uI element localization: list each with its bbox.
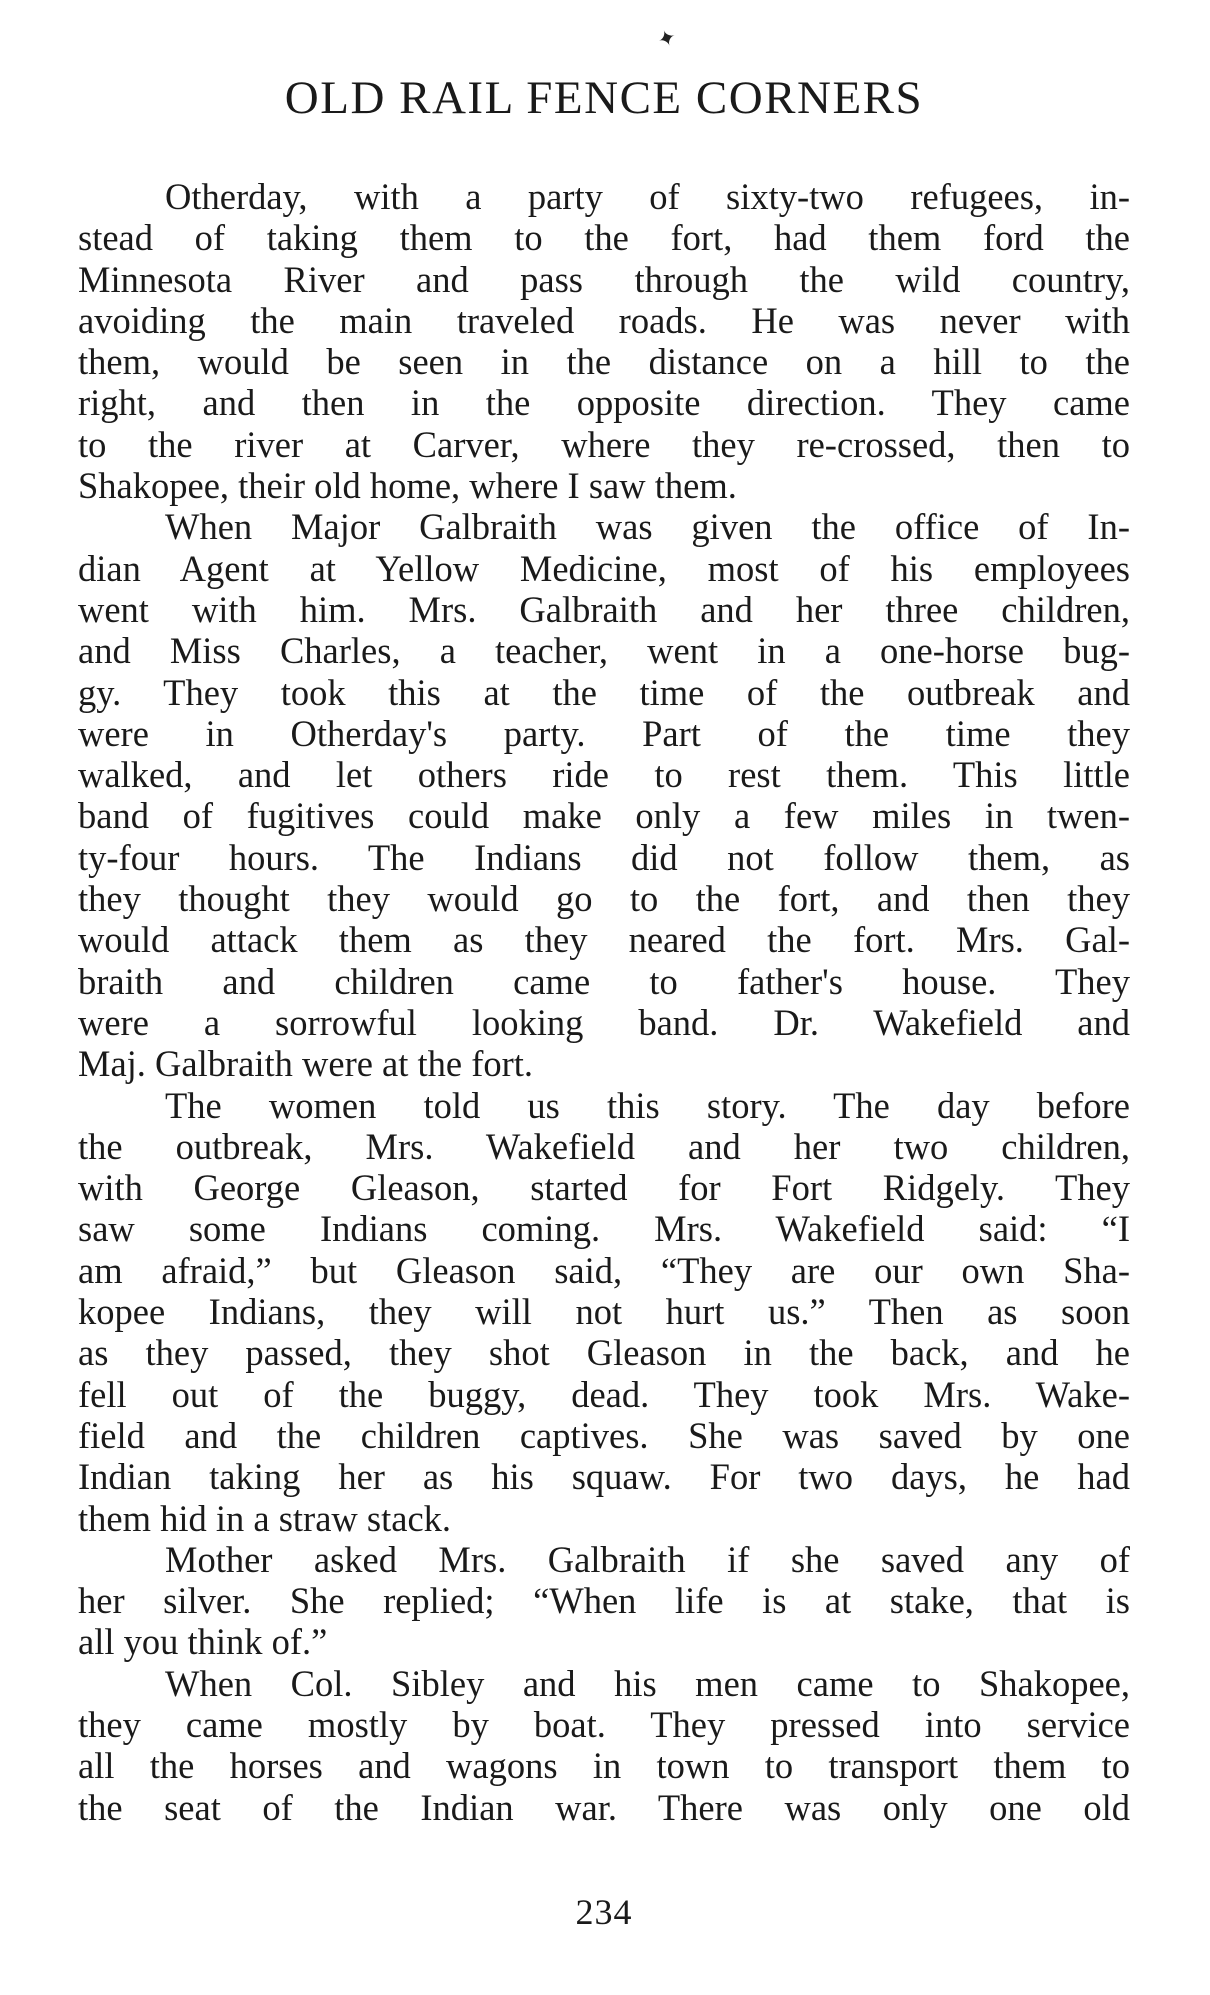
text-line: as they passed, they shot Gleason in the back, and he <box>78 1332 1130 1374</box>
text-line: all the horses and wagons in town to transport them to <box>78 1745 1130 1787</box>
text-line: would attack them as they neared the fort. Mrs. Gal- <box>78 919 1130 961</box>
text-line: the seat of the Indian war. There was only one old <box>78 1786 1130 1828</box>
text-line: avoiding the main traveled roads. He was never with <box>78 299 1130 341</box>
text-line: Indian taking her as his squaw. For two days, he had <box>78 1456 1130 1498</box>
book-page <box>78 0 1130 1995</box>
running-title: OLD RAIL FENCE CORNERS <box>284 72 924 124</box>
text-line: gy. They took this at the time of the outbreak and <box>78 671 1130 713</box>
text-line: the outbreak, Mrs. Wakefield and her two children, <box>78 1125 1130 1167</box>
text-line: The women told us this story. The day before <box>165 1084 1130 1126</box>
text-line: Minnesota River and pass through the wild country, <box>78 258 1130 300</box>
text-line: and Miss Charles, a teacher, went in a one-horse bug- <box>78 630 1130 672</box>
text-line: were in Otherday's party. Part of the time they <box>78 712 1130 754</box>
text-line: When Major Galbraith was given the office of In- <box>165 506 1130 548</box>
text-line: to the river at Carver, where they re-crossed, then to <box>78 423 1130 465</box>
text-line: them, would be seen in the distance on a hill to the <box>78 341 1130 383</box>
body-text <box>78 176 1130 1828</box>
text-line: were a sorrowful looking band. Dr. Wakefield and <box>78 1001 1130 1043</box>
text-line: band of fugitives could make only a few miles in twen- <box>78 795 1130 837</box>
text-line: walked, and let others ride to rest them. This little <box>78 754 1130 796</box>
text-line: Maj. Galbraith were at the fort. <box>78 1043 534 1085</box>
printer-mark-icon: ✦ <box>653 23 680 54</box>
text-line: braith and children came to father's house. They <box>78 960 1130 1002</box>
text-line: went with him. Mrs. Galbraith and her three children, <box>78 588 1130 630</box>
text-line: with George Gleason, started for Fort Ridgely. They <box>78 1167 1130 1209</box>
text-line: fell out of the buggy, dead. They took Mrs. Wake- <box>78 1373 1130 1415</box>
text-line: they thought they would go to the fort, and then they <box>78 878 1130 920</box>
text-line: Mother asked Mrs. Galbraith if she saved any of <box>165 1538 1130 1580</box>
text-line: Shakopee, their old home, where I saw them. <box>78 465 737 507</box>
text-line: kopee Indians, they will not hurt us.” Then as soon <box>78 1291 1130 1333</box>
text-line: Otherday, with a party of sixty-two refugees, in- <box>165 176 1130 217</box>
text-line: saw some Indians coming. Mrs. Wakefield said: “I <box>78 1208 1130 1250</box>
text-line: they came mostly by boat. They pressed into service <box>78 1703 1130 1745</box>
text-line: right, and then in the opposite direction. They came <box>78 382 1130 424</box>
text-line: all you think of.” <box>78 1621 328 1663</box>
text-line: am afraid,” but Gleason said, “They are our own Sha- <box>78 1249 1130 1291</box>
text-line: dian Agent at Yellow Medicine, most of his employees <box>78 547 1130 589</box>
text-line: field and the children captives. She was saved by one <box>78 1414 1130 1456</box>
text-line: them hid in a straw stack. <box>78 1497 452 1539</box>
text-line: her silver. She replied; “When life is at stake, that is <box>78 1580 1130 1622</box>
text-line: ty-four hours. The Indians did not follow them, as <box>78 836 1130 878</box>
text-line: stead of taking them to the fort, had them ford the <box>78 217 1130 259</box>
page-number: 234 <box>575 1892 633 1932</box>
text-line: When Col. Sibley and his men came to Shakopee, <box>165 1662 1130 1704</box>
